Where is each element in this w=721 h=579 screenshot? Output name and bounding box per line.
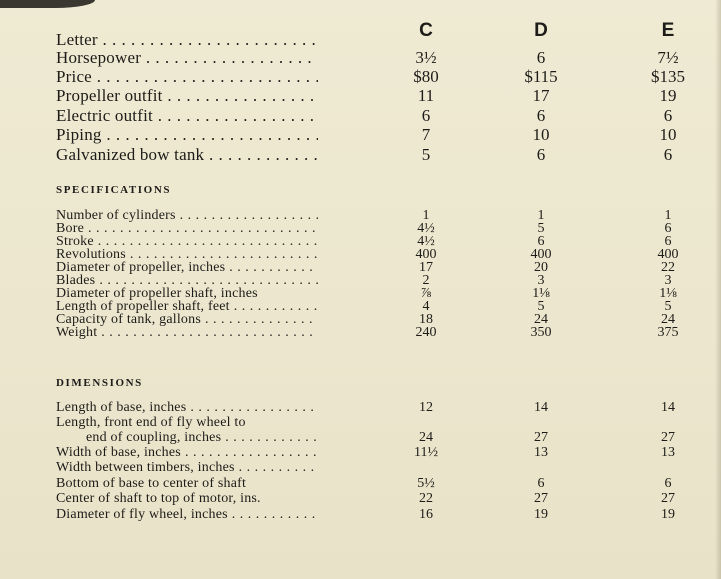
- row-label: Capacity of tank, gallons . . .: [56, 313, 318, 326]
- value-c: 24: [419, 430, 433, 445]
- value-e: 1⅛: [659, 286, 677, 301]
- row-label: Length, front end of fly wheel to: [56, 416, 246, 429]
- row-label: Galvanized bow tank . . .: [56, 146, 318, 164]
- value-d: 14: [534, 400, 548, 415]
- spec-row: [56, 222, 696, 235]
- row-label: Center of shaft to top of motor, ins.: [56, 492, 261, 505]
- row-label: Width of base, inches . . .: [56, 446, 318, 459]
- page-edge-shadow: [715, 0, 721, 579]
- value-e: 6: [664, 476, 672, 491]
- value-d: 3: [537, 273, 545, 288]
- spec-row: [56, 287, 696, 300]
- value-e: 6: [663, 145, 673, 164]
- value-c: $80: [413, 67, 439, 86]
- value-d: 1: [537, 208, 545, 223]
- dim-row: [56, 492, 696, 505]
- value-e: 27: [661, 430, 675, 445]
- row-label: Horsepower . . .: [56, 49, 318, 67]
- spec-row: [56, 235, 696, 248]
- value-c: 6: [421, 106, 431, 125]
- spec-row: [56, 209, 696, 222]
- value-e: 5: [664, 299, 672, 314]
- value-e: 24: [661, 312, 675, 327]
- row-label: Letter . . .: [56, 31, 318, 49]
- value-c: 12: [419, 400, 433, 415]
- row-galvanized-bow-tank: [56, 146, 696, 164]
- dim-row: [56, 477, 696, 490]
- value-d: 350: [530, 325, 552, 340]
- row-label: Revolutions . . .: [56, 248, 318, 261]
- row-label: Diameter of fly wheel, inches . . .: [56, 508, 318, 521]
- value-c: 4½: [417, 221, 435, 236]
- value-d: 6: [537, 234, 545, 249]
- value-e: 6: [663, 106, 673, 125]
- row-price: [56, 68, 696, 86]
- value-c: 5½: [417, 476, 435, 491]
- value-d: 13: [534, 445, 548, 460]
- value-c: ⅞: [420, 286, 432, 301]
- dim-row: [56, 446, 696, 459]
- row-label: Diameter of propeller shaft, inches: [56, 287, 258, 300]
- value-c: 240: [415, 325, 437, 340]
- scan-corner-shadow: [0, 0, 95, 8]
- row-label: Bore . . .: [56, 222, 318, 235]
- spec-row: [56, 274, 696, 287]
- row-label: Propeller outfit . . .: [56, 87, 318, 105]
- value-e: 27: [661, 491, 675, 506]
- dim-row: [56, 401, 696, 414]
- value-e: 400: [657, 247, 679, 262]
- row-label: Blades . . .: [56, 274, 318, 287]
- dim-row: [56, 416, 696, 429]
- row-label: Number of cylinders . . .: [56, 209, 318, 222]
- value-c: 7: [421, 125, 431, 144]
- value-d: 20: [534, 260, 548, 275]
- value-c: 11: [417, 86, 435, 105]
- spec-row: [56, 248, 696, 261]
- row-label: Price . . .: [56, 68, 318, 86]
- column-header-d: D: [534, 20, 548, 41]
- row-label: Stroke . . .: [56, 235, 318, 248]
- value-e: 19: [659, 86, 677, 105]
- value-e: 375: [657, 325, 679, 340]
- specifications-heading: SPECIFICATIONS: [56, 184, 172, 196]
- value-c: 4½: [417, 234, 435, 249]
- value-c: 22: [419, 491, 433, 506]
- value-e: 6: [664, 221, 672, 236]
- row-label: Length of base, inches . . .: [56, 401, 318, 414]
- value-d: 10: [532, 125, 550, 144]
- value-e: 1: [664, 208, 672, 223]
- value-d: 6: [536, 106, 546, 125]
- value-d: 1⅛: [532, 286, 550, 301]
- spec-row: [56, 313, 696, 326]
- row-label: Piping . . .: [56, 126, 318, 144]
- value-c: 2: [422, 273, 430, 288]
- dimensions-heading: DIMENSIONS: [56, 377, 143, 389]
- value-c: 4: [422, 299, 430, 314]
- value-e: 19: [661, 507, 675, 522]
- value-d: 6: [537, 476, 545, 491]
- column-header-c: C: [419, 20, 433, 41]
- row-propeller-outfit: [56, 87, 696, 105]
- value-c: 3½: [415, 48, 437, 67]
- row-label: Diameter of propeller, inches . . .: [56, 261, 318, 274]
- row-letter: [56, 31, 696, 49]
- value-d: 400: [530, 247, 552, 262]
- row-piping: [56, 126, 696, 144]
- value-c: 11½: [414, 445, 438, 460]
- value-e: 7½: [657, 48, 679, 67]
- value-d: $115: [524, 67, 558, 86]
- value-e: 10: [659, 125, 677, 144]
- row-horsepower: [56, 49, 696, 67]
- value-c: 1: [422, 208, 430, 223]
- value-e: 13: [661, 445, 675, 460]
- value-c: 18: [419, 312, 433, 327]
- spec-row: [56, 326, 696, 339]
- value-c: 16: [419, 507, 433, 522]
- spec-row: [56, 261, 696, 274]
- value-c: 5: [421, 145, 431, 164]
- dim-row: [56, 431, 696, 444]
- value-d: 19: [534, 507, 548, 522]
- value-d: 24: [534, 312, 548, 327]
- row-label: Width between timbers, inches . . .: [56, 461, 318, 474]
- row-label: Length of propeller shaft, feet . . .: [56, 300, 318, 313]
- spec-row: [56, 300, 696, 313]
- value-d: 6: [536, 145, 546, 164]
- value-c: 400: [415, 247, 437, 262]
- value-d: 17: [532, 86, 550, 105]
- value-d: 6: [536, 48, 546, 67]
- value-d: 27: [534, 430, 548, 445]
- value-d: 27: [534, 491, 548, 506]
- value-e: $135: [651, 67, 685, 86]
- dim-row: [56, 508, 696, 521]
- value-d: 5: [537, 299, 545, 314]
- row-label: end of coupling, inches . . .: [56, 431, 318, 444]
- row-label: Electric outfit . . .: [56, 107, 318, 125]
- value-e: 22: [661, 260, 675, 275]
- row-label: Weight . . .: [56, 326, 318, 339]
- value-e: 6: [664, 234, 672, 249]
- value-c: 17: [419, 260, 433, 275]
- row-label: Bottom of base to center of shaft: [56, 477, 247, 490]
- value-e: 14: [661, 400, 675, 415]
- value-d: 5: [537, 221, 545, 236]
- row-electric-outfit: [56, 107, 696, 125]
- value-e: 3: [664, 273, 672, 288]
- column-header-e: E: [661, 20, 675, 41]
- dim-row: [56, 461, 696, 474]
